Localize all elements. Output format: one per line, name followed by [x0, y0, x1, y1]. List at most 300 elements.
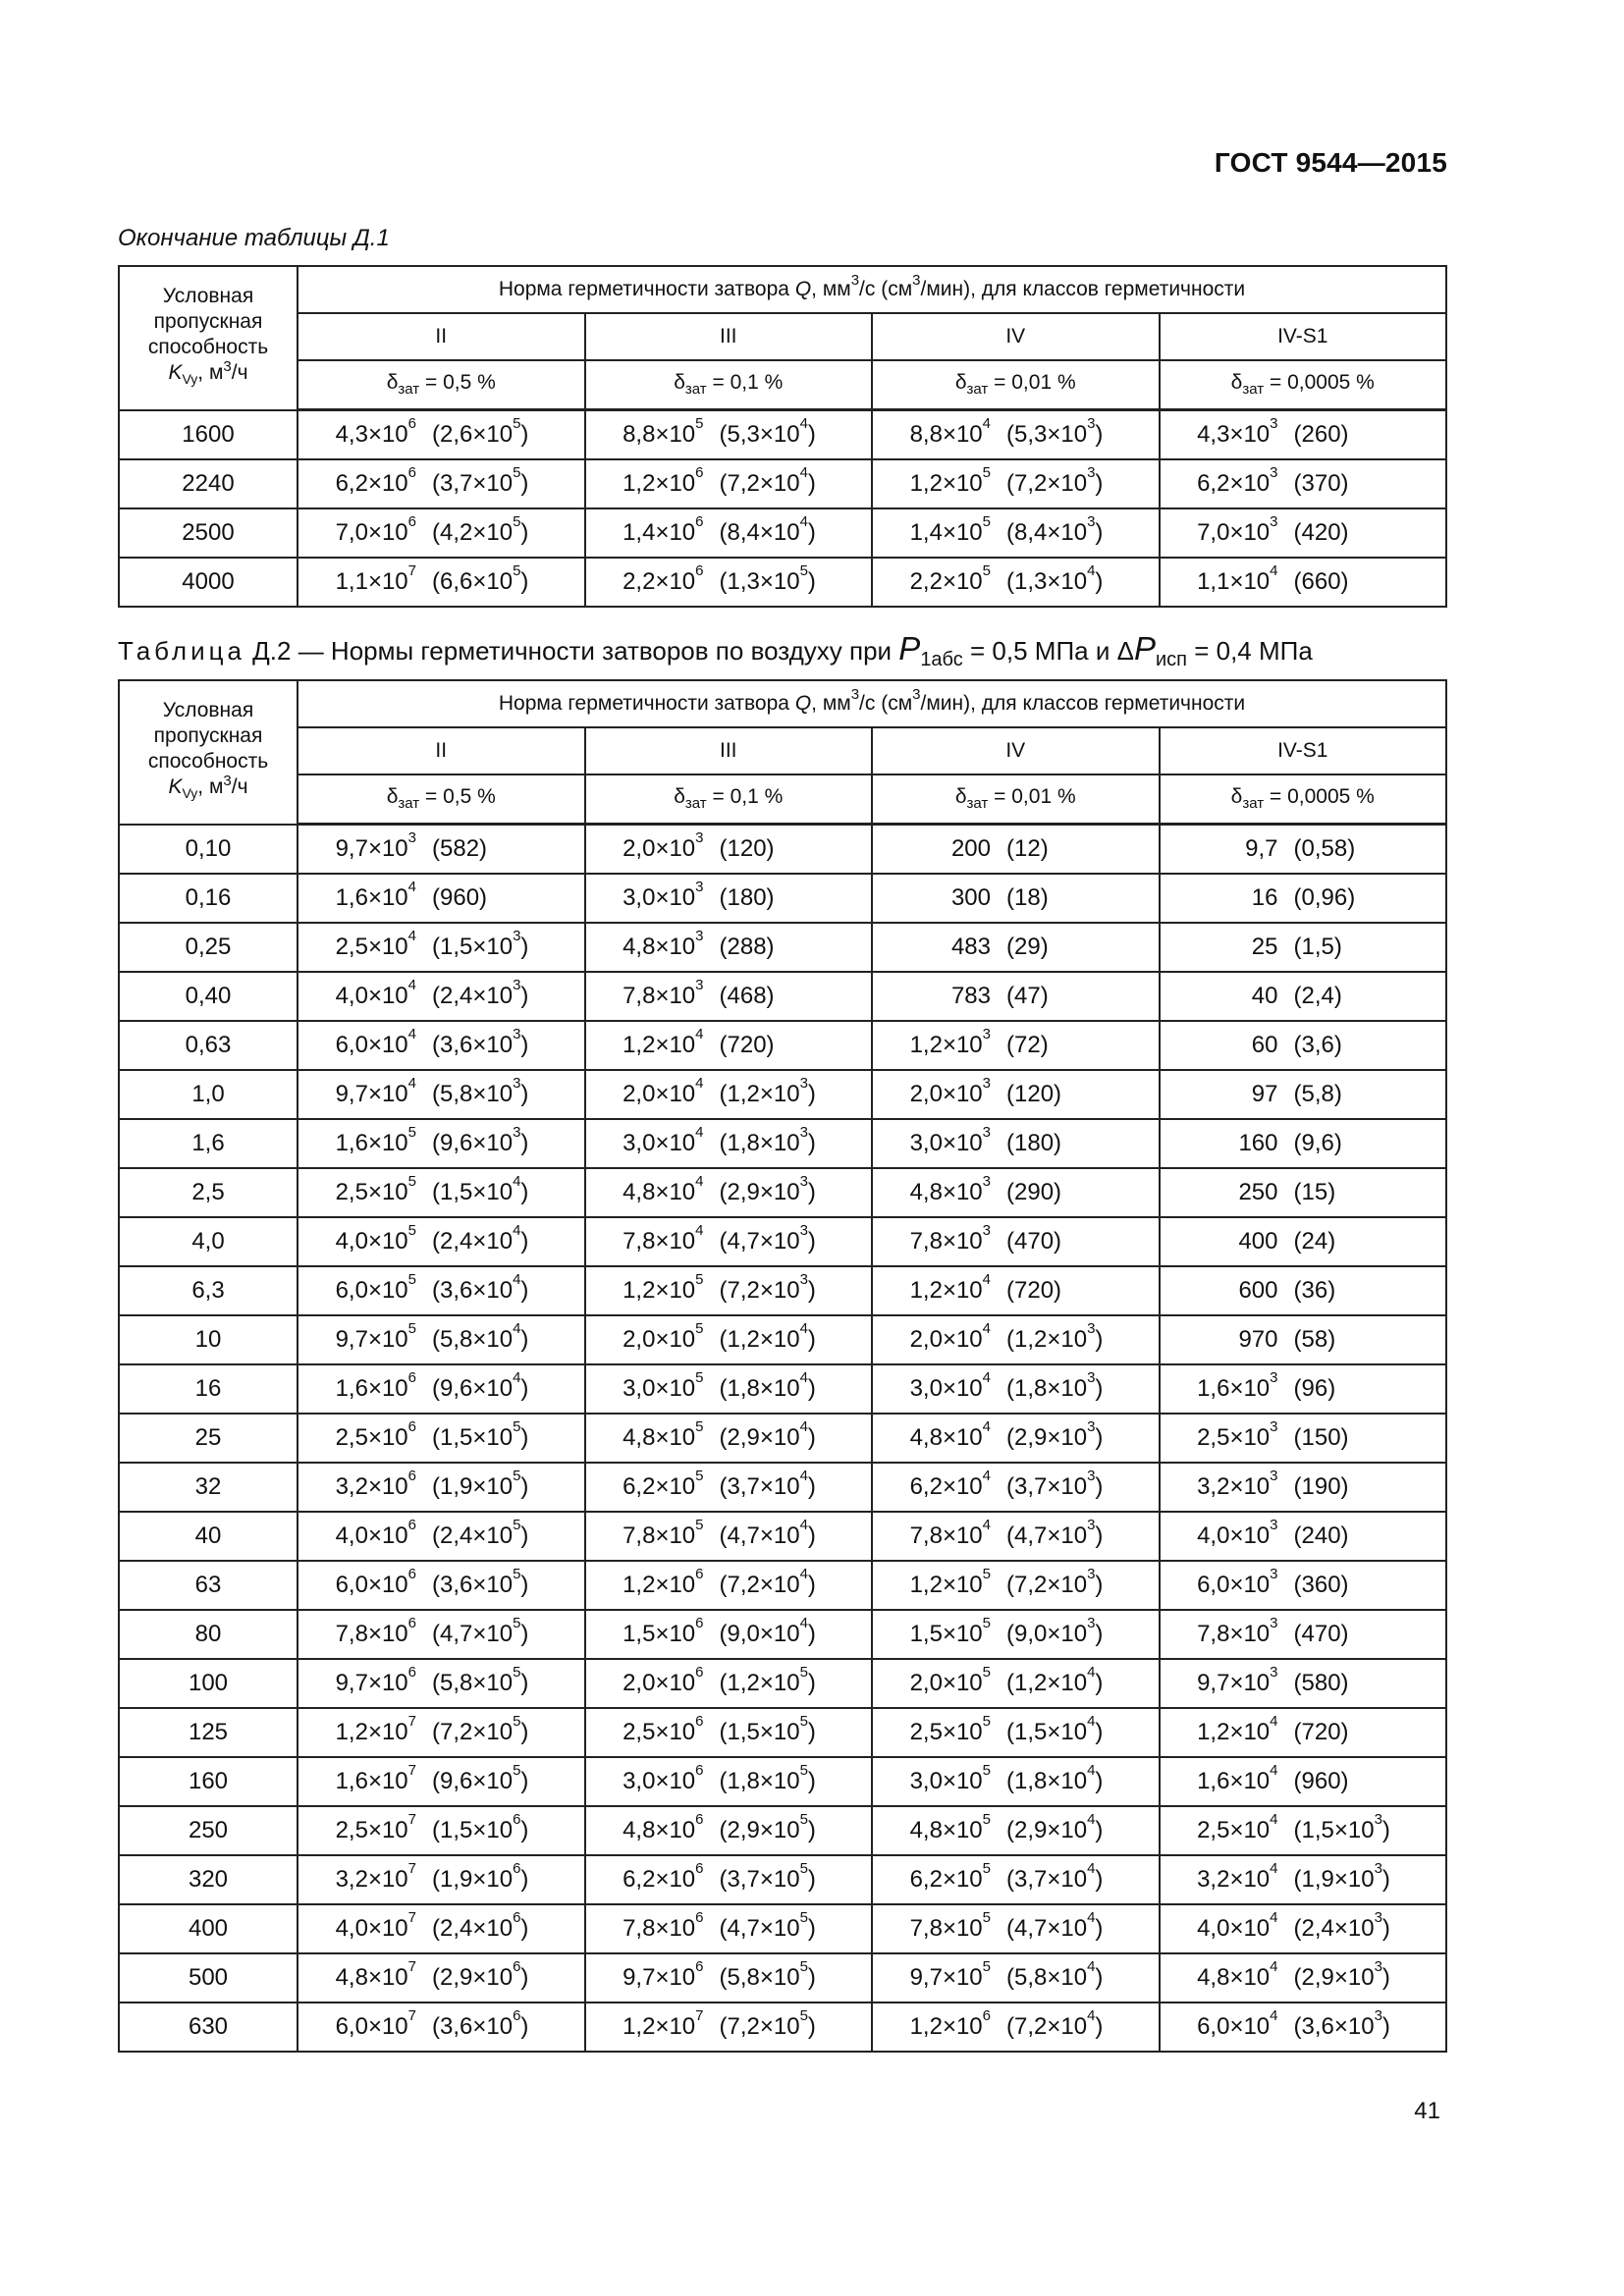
norm-cm3min-close: )	[520, 1326, 529, 1353]
delta-sub: зат	[1242, 795, 1265, 813]
norm-cm3min-mantissa: (1,9×10	[1293, 1866, 1375, 1893]
norm-cm3min-close: )	[520, 519, 529, 546]
norm-cm3min-exp: 4	[799, 1566, 808, 1582]
norm-cm3min	[997, 1418, 1159, 1452]
norm-cell-content	[586, 924, 872, 971]
norm-mm3s	[873, 1664, 997, 1697]
table-row	[119, 2002, 1446, 2052]
delta-header	[872, 774, 1160, 825]
norm-mm3s-exp: 4	[1270, 2007, 1278, 2024]
norm-mm3s-exp: 3	[695, 977, 704, 993]
norm-mm3s-mantissa: 6,2×10	[623, 1473, 696, 1500]
norm-mm3s-mantissa: 4,0×10	[335, 1228, 408, 1255]
norm-cm3min	[710, 562, 872, 596]
norm-cell-content	[586, 1169, 872, 1216]
kv-unit-end: /ч	[231, 361, 248, 385]
kv-value: 0,25	[119, 923, 298, 972]
norm-mm3s	[873, 1762, 997, 1795]
norm-mm3s-mantissa: 7,8×10	[1197, 1621, 1271, 1647]
table-row	[119, 1757, 1446, 1806]
delta-symbol: δ	[954, 371, 967, 395]
norm-cm3min	[1284, 519, 1446, 547]
header-row-deltas	[119, 774, 1446, 825]
norm-cm3min	[710, 1958, 872, 1992]
norm-cell-content	[298, 1905, 584, 1952]
norm-mm3s	[1161, 1032, 1284, 1059]
norm-cm3min-mantissa: (470)	[1006, 1228, 1062, 1255]
norm-cell	[585, 1953, 873, 2002]
norm-cell	[585, 1364, 873, 1414]
norm-cm3min-mantissa: (1,8×10	[1006, 1768, 1088, 1794]
norm-cm3min-mantissa: (1,5)	[1293, 934, 1342, 960]
kv-value: 0,16	[119, 874, 298, 923]
norm-cm3min-mantissa: (2,9×10	[719, 1817, 800, 1843]
norm-cm3min	[710, 1369, 872, 1403]
norm-mm3s	[873, 934, 997, 961]
norm-cell-content	[1161, 1365, 1446, 1413]
norm-mm3s-exp: 3	[982, 1124, 991, 1141]
norm-cell	[1160, 1217, 1447, 1266]
norm-cell-content	[298, 1954, 584, 2002]
norm-cell-content	[586, 1316, 872, 1363]
norm-mm3s-exp: 4	[695, 1026, 704, 1042]
norm-cm3min-close: )	[1095, 1473, 1104, 1500]
norm-cm3min-close: )	[520, 1473, 529, 1500]
norm-mm3s-exp: 4	[407, 928, 416, 944]
norm-mm3s-mantissa: 9,7×10	[909, 1964, 983, 1991]
norm-mm3s-mantissa: 4,8×10	[623, 1179, 696, 1205]
norm-cm3min-mantissa: (4,7×10	[1006, 1915, 1088, 1942]
norm-cell-content	[1161, 1120, 1446, 1167]
norm-mm3s-mantissa: 2,5×10	[335, 934, 408, 960]
norm-mm3s-mantissa: 7,8×10	[623, 1228, 696, 1255]
norm-cm3min-close: )	[1381, 1915, 1390, 1942]
norm-cell	[298, 1953, 585, 2002]
norm-cm3min	[997, 1179, 1159, 1206]
norm-cell	[585, 1512, 873, 1561]
norm-mm3s	[873, 1075, 997, 1108]
norm-mm3s-mantissa: 4,8×10	[1197, 1964, 1271, 1991]
norm-cm3min	[1284, 568, 1446, 596]
kv-header-line3: способность	[147, 750, 269, 774]
norm-cm3min-mantissa: (2,4×10	[432, 1915, 514, 1942]
norm-mm3s-exp: 5	[982, 1958, 991, 1975]
norm-cm3min	[997, 884, 1159, 912]
norm-cm3min-close: )	[807, 1572, 816, 1598]
norm-cell	[298, 923, 585, 972]
norm-cm3min-exp: 5	[799, 1909, 808, 1926]
norm-cell	[1160, 1855, 1447, 1904]
norm-cell-content	[1161, 1415, 1446, 1462]
table-row	[119, 1463, 1446, 1512]
norm-cm3min	[710, 1468, 872, 1501]
norm-mm3s	[298, 1222, 422, 1255]
norm-cm3min-close: )	[807, 1130, 816, 1156]
norm-cm3min	[997, 1228, 1159, 1255]
norm-mm3s-mantissa: 783	[950, 983, 991, 1009]
norm-cell-content	[1161, 1611, 1446, 1658]
norm-cell	[872, 1953, 1160, 2002]
norm-cell-content	[1161, 1218, 1446, 1265]
norm-mm3s	[586, 1713, 710, 1746]
norm-cell	[298, 2002, 585, 2052]
norm-cell-content	[298, 1022, 584, 1069]
norm-mm3s	[1161, 1811, 1284, 1844]
kv-unit-sup: 3	[223, 358, 232, 376]
table2-caption-dp-sub: исп	[1155, 649, 1187, 671]
norm-cm3min-exp: 5	[513, 562, 521, 579]
norm-cm3min-mantissa: (18)	[1006, 884, 1049, 911]
norm-cm3min-close: )	[520, 1964, 529, 1991]
norm-cell-content	[873, 1365, 1159, 1413]
norm-cell-content	[298, 1758, 584, 1805]
table-row	[119, 558, 1446, 607]
norm-cm3min-mantissa: (720)	[719, 1032, 775, 1058]
norm-mm3s-exp: 6	[407, 513, 416, 530]
norm-cell-content	[298, 1218, 584, 1265]
norm-cell-content	[873, 1905, 1159, 1952]
norm-mm3s	[298, 977, 422, 1010]
norm-cm3min-close: )	[520, 421, 529, 448]
norm-title-q: Q	[794, 692, 812, 715]
table-d2-header	[119, 680, 1446, 825]
norm-cell	[298, 459, 585, 508]
norm-mm3s-exp: 6	[407, 1418, 416, 1435]
norm-cell-content	[1161, 1758, 1446, 1805]
norm-mm3s-mantissa: 6,0×10	[1197, 1572, 1271, 1598]
norm-cell-content	[586, 1807, 872, 1854]
norm-cm3min-exp: 4	[799, 1615, 808, 1631]
norm-cell	[298, 1364, 585, 1414]
norm-mm3s	[873, 415, 997, 449]
norm-cell-content	[873, 1218, 1159, 1265]
norm-mm3s-mantissa: 600	[1238, 1277, 1278, 1304]
norm-mm3s-exp: 5	[695, 1369, 704, 1386]
norm-mm3s-exp: 3	[1270, 415, 1278, 432]
norm-mm3s-exp: 5	[695, 1418, 704, 1435]
norm-mm3s-mantissa: 1,2×10	[335, 1719, 408, 1745]
norm-cm3min	[997, 1615, 1159, 1648]
delta-value: = 0,0005 %	[1269, 371, 1375, 395]
norm-mm3s	[1161, 1468, 1284, 1501]
norm-cm3min-close: )	[807, 1670, 816, 1696]
norm-cm3min-exp: 4	[513, 1222, 521, 1239]
norm-title-q: Q	[794, 278, 812, 300]
norm-cell-content	[586, 559, 872, 606]
norm-cell-content	[298, 924, 584, 971]
norm-cm3min	[710, 1762, 872, 1795]
norm-cm3min	[422, 1958, 584, 1992]
norm-cm3min-close: )	[1095, 519, 1104, 546]
norm-mm3s	[1161, 1418, 1284, 1452]
norm-mm3s-exp: 4	[1270, 1762, 1278, 1779]
norm-mm3s	[1161, 1909, 1284, 1943]
norm-mm3s-exp: 3	[1270, 1615, 1278, 1631]
norm-cell-content	[298, 559, 584, 606]
norm-cm3min-mantissa: (58)	[1293, 1326, 1336, 1353]
norm-cell-content	[1161, 826, 1446, 873]
norm-cell-content	[873, 1120, 1159, 1167]
norm-mm3s-mantissa: 4,8×10	[623, 1424, 696, 1451]
norm-cm3min-mantissa: (3,6×10	[1293, 2013, 1375, 2040]
norm-mm3s-mantissa: 2,0×10	[909, 1670, 983, 1696]
norm-cell-content	[586, 826, 872, 873]
norm-mm3s	[298, 1762, 422, 1795]
norm-mm3s-mantissa: 1,6×10	[335, 884, 408, 911]
norm-mm3s-mantissa: 7,8×10	[623, 1522, 696, 1549]
norm-cm3min-mantissa: (960)	[1293, 1768, 1349, 1794]
norm-mm3s-exp: 5	[982, 1762, 991, 1779]
norm-mm3s	[1161, 1958, 1284, 1992]
norm-mm3s-mantissa: 3,2×10	[335, 1866, 408, 1893]
norm-mm3s	[873, 1468, 997, 1501]
norm-cell-content	[586, 973, 872, 1020]
norm-cell-content	[298, 1464, 584, 1511]
norm-mm3s-mantissa: 4,0×10	[335, 1915, 408, 1942]
norm-cm3min	[710, 1124, 872, 1157]
kv-value: 0,40	[119, 972, 298, 1021]
norm-cell-content	[873, 1169, 1159, 1216]
norm-cell-content	[873, 1856, 1159, 1903]
table-row	[119, 1806, 1446, 1855]
norm-cell-content	[873, 826, 1159, 873]
norm-cm3min-exp: 5	[513, 415, 521, 432]
norm-mm3s-mantissa: 2,5×10	[335, 1424, 408, 1451]
norm-cell-content	[586, 875, 872, 922]
norm-cm3min-mantissa: (5,8×10	[432, 1670, 514, 1696]
norm-mm3s-exp: 5	[982, 1909, 991, 1926]
norm-cm3min-mantissa: (420)	[1293, 519, 1349, 546]
norm-title-pre: Норма герметичности затвора	[498, 278, 795, 300]
norm-mm3s-mantissa: 1,6×10	[335, 1130, 408, 1156]
norm-cell-content	[586, 1415, 872, 1462]
kv-value: 630	[119, 2002, 298, 2052]
norm-cell-content	[1161, 509, 1446, 557]
norm-cm3min-close: )	[520, 934, 529, 960]
norm-cm3min-mantissa: (1,2×10	[719, 1326, 800, 1353]
norm-mm3s	[586, 1811, 710, 1844]
kv-value: 500	[119, 1953, 298, 2002]
norm-cm3min-close: )	[520, 1277, 529, 1304]
class-header: IV-S1	[1160, 727, 1447, 774]
norm-cm3min-close: )	[520, 1719, 529, 1745]
norm-cell	[1160, 874, 1447, 923]
norm-cm3min-exp: 5	[799, 1664, 808, 1681]
norm-cm3min-mantissa: (8,4×10	[1006, 519, 1088, 546]
norm-mm3s-exp: 5	[695, 1517, 704, 1533]
norm-cm3min-exp: 5	[799, 1713, 808, 1730]
norm-cm3min-mantissa: (1,8×10	[1006, 1375, 1088, 1402]
norm-cm3min-close: )	[1095, 1817, 1104, 1843]
norm-cell-content	[1161, 1071, 1446, 1118]
norm-mm3s-mantissa: 160	[1238, 1130, 1278, 1156]
norm-mm3s-mantissa: 1,2×10	[909, 1032, 983, 1058]
delta-sub: зат	[398, 381, 420, 399]
table2-caption-p: P	[898, 630, 921, 667]
kv-unit-sup: 3	[223, 773, 232, 790]
norm-cm3min-mantissa: (1,5×10	[719, 1719, 800, 1745]
norm-cm3min	[422, 1418, 584, 1452]
delta-symbol: δ	[674, 785, 685, 809]
kv-value: 250	[119, 1806, 298, 1855]
class-header: II	[298, 313, 585, 360]
norm-cm3min-exp: 3	[799, 1075, 808, 1092]
norm-mm3s-exp: 4	[1270, 1811, 1278, 1828]
norm-cm3min-close: )	[520, 1572, 529, 1598]
norm-mm3s-exp: 5	[695, 1271, 704, 1288]
norm-cm3min-mantissa: (580)	[1293, 1670, 1349, 1696]
norm-mm3s-exp: 6	[695, 1811, 704, 1828]
norm-mm3s-exp: 4	[982, 1517, 991, 1533]
norm-cm3min-mantissa: (3,7×10	[1006, 1473, 1088, 1500]
norm-cm3min-close: )	[520, 1621, 529, 1647]
norm-cell-content	[1161, 973, 1446, 1020]
norm-mm3s-mantissa: 1,6×10	[335, 1375, 408, 1402]
norm-mm3s-exp: 5	[407, 1320, 416, 1337]
norm-cell	[298, 1315, 585, 1364]
norm-cell	[1160, 1315, 1447, 1364]
norm-cm3min	[997, 1277, 1159, 1305]
norm-mm3s	[1161, 1277, 1284, 1305]
norm-mm3s-mantissa: 6,2×10	[909, 1866, 983, 1893]
norm-cm3min-mantissa: (1,2×10	[1006, 1326, 1088, 1353]
norm-cm3min-mantissa: (4,7×10	[1006, 1522, 1088, 1549]
norm-cm3min-close: )	[807, 1621, 816, 1647]
norm-mm3s-mantissa: 3,0×10	[623, 1768, 696, 1794]
norm-cm3min	[422, 415, 584, 449]
norm-mm3s-mantissa: 2,5×10	[335, 1179, 408, 1205]
norm-mm3s	[1161, 1713, 1284, 1746]
norm-mm3s-mantissa: 3,0×10	[909, 1768, 983, 1794]
norm-cell	[585, 2002, 873, 2052]
norm-cell-content	[1161, 1464, 1446, 1511]
norm-mm3s-mantissa: 4,3×10	[1197, 421, 1271, 448]
norm-cm3min	[422, 884, 584, 912]
norm-title-mid: , мм	[811, 278, 851, 300]
norm-cell-content	[873, 411, 1159, 458]
norm-mm3s-exp: 5	[407, 1271, 416, 1288]
norm-cm3min	[710, 1075, 872, 1108]
table-row	[119, 825, 1446, 875]
norm-mm3s-exp: 6	[695, 1909, 704, 1926]
delta-header	[585, 360, 873, 410]
norm-cm3min	[1284, 1522, 1446, 1550]
norm-cm3min-exp: 3	[1087, 1615, 1096, 1631]
norm-cm3min-mantissa: (3,6×10	[432, 1572, 514, 1598]
norm-cell-content	[1161, 1660, 1446, 1707]
norm-cell-content	[1161, 1856, 1446, 1903]
norm-cell	[585, 1070, 873, 1119]
norm-mm3s-mantissa: 1,2×10	[909, 2013, 983, 2040]
norm-cm3min-mantissa: (1,2×10	[719, 1081, 800, 1107]
norm-mm3s	[586, 1418, 710, 1452]
norm-cell-content	[873, 1611, 1159, 1658]
norm-mm3s-exp: 3	[695, 928, 704, 944]
norm-cell-content	[873, 1022, 1159, 1069]
norm-cm3min	[997, 835, 1159, 863]
norm-cm3min-close: )	[807, 1719, 816, 1745]
norm-cm3min-close: )	[520, 568, 529, 595]
norm-cm3min	[1284, 470, 1446, 498]
norm-cell	[585, 1021, 873, 1070]
norm-cm3min-close: )	[1095, 1768, 1104, 1794]
norm-cm3min-close: )	[520, 1375, 529, 1402]
norm-title-sup1: 3	[850, 686, 860, 703]
kv-header-line1: Условная	[162, 699, 254, 722]
norm-cm3min-close: )	[807, 1277, 816, 1304]
norm-title-mid: , мм	[811, 692, 851, 715]
norm-cell-content	[298, 1709, 584, 1756]
document-code: ГОСТ 9544—2015	[1214, 147, 1447, 178]
norm-mm3s	[873, 835, 997, 863]
norm-cm3min-exp: 4	[513, 1271, 521, 1288]
norm-cm3min	[422, 1026, 584, 1059]
norm-cell-content	[873, 460, 1159, 507]
norm-mm3s	[1161, 1860, 1284, 1894]
norm-cell	[872, 459, 1160, 508]
table-d1-body	[119, 410, 1446, 608]
table-row	[119, 410, 1446, 460]
norm-title-end: /мин), для классов герметичности	[920, 278, 1246, 300]
norm-title	[298, 680, 1446, 727]
norm-cell-content	[873, 973, 1159, 1020]
norm-cm3min-close: )	[807, 1473, 816, 1500]
norm-cm3min-mantissa: (360)	[1293, 1572, 1349, 1598]
delta-symbol: δ	[954, 785, 967, 809]
norm-mm3s	[1161, 1517, 1284, 1550]
norm-mm3s-exp: 6	[407, 1468, 416, 1484]
norm-cm3min-mantissa: (288)	[719, 934, 775, 960]
norm-mm3s	[298, 1026, 422, 1059]
norm-mm3s	[1161, 1615, 1284, 1648]
norm-mm3s	[1161, 2007, 1284, 2041]
norm-cell	[298, 1659, 585, 1708]
norm-cm3min-exp: 6	[513, 1860, 521, 1877]
norm-cell	[872, 1561, 1160, 1610]
norm-cm3min-close: )	[520, 1915, 529, 1942]
norm-cm3min-exp: 4	[1087, 1762, 1096, 1779]
norm-mm3s-mantissa: 7,8×10	[335, 1621, 408, 1647]
norm-mm3s-mantissa: 1,6×10	[1197, 1375, 1271, 1402]
norm-cm3min-mantissa: (2,9×10	[1006, 1817, 1088, 1843]
norm-mm3s-exp: 3	[1270, 1468, 1278, 1484]
norm-mm3s-exp: 3	[695, 829, 704, 846]
norm-cm3min-mantissa: (7,2×10	[719, 2013, 800, 2040]
norm-cell-content	[873, 1267, 1159, 1314]
norm-mm3s-exp: 5	[407, 1173, 416, 1190]
class-header: II	[298, 727, 585, 774]
norm-cm3min-mantissa: (15)	[1293, 1179, 1336, 1205]
norm-cm3min-exp: 3	[799, 1173, 808, 1190]
norm-mm3s-mantissa: 1,1×10	[1197, 568, 1271, 595]
norm-cm3min-exp: 3	[1087, 464, 1096, 481]
norm-cm3min-close: )	[520, 1768, 529, 1794]
norm-cm3min	[710, 1615, 872, 1648]
norm-cm3min-close: )	[807, 1817, 816, 1843]
norm-cm3min-mantissa: (1,5×10	[432, 1424, 514, 1451]
norm-mm3s-exp: 4	[1270, 1909, 1278, 1926]
norm-cm3min-exp: 5	[799, 562, 808, 579]
norm-cm3min-mantissa: (7,2×10	[719, 1572, 800, 1598]
norm-cell	[585, 410, 873, 460]
norm-mm3s-mantissa: 6,0×10	[335, 1277, 408, 1304]
norm-cm3min	[1284, 1958, 1446, 1992]
norm-mm3s-mantissa: 7,8×10	[909, 1915, 983, 1942]
norm-cell	[872, 1757, 1160, 1806]
norm-cell	[1160, 972, 1447, 1021]
norm-cm3min-mantissa: (4,7×10	[719, 1228, 800, 1255]
norm-cm3min-exp: 4	[1087, 1958, 1096, 1975]
